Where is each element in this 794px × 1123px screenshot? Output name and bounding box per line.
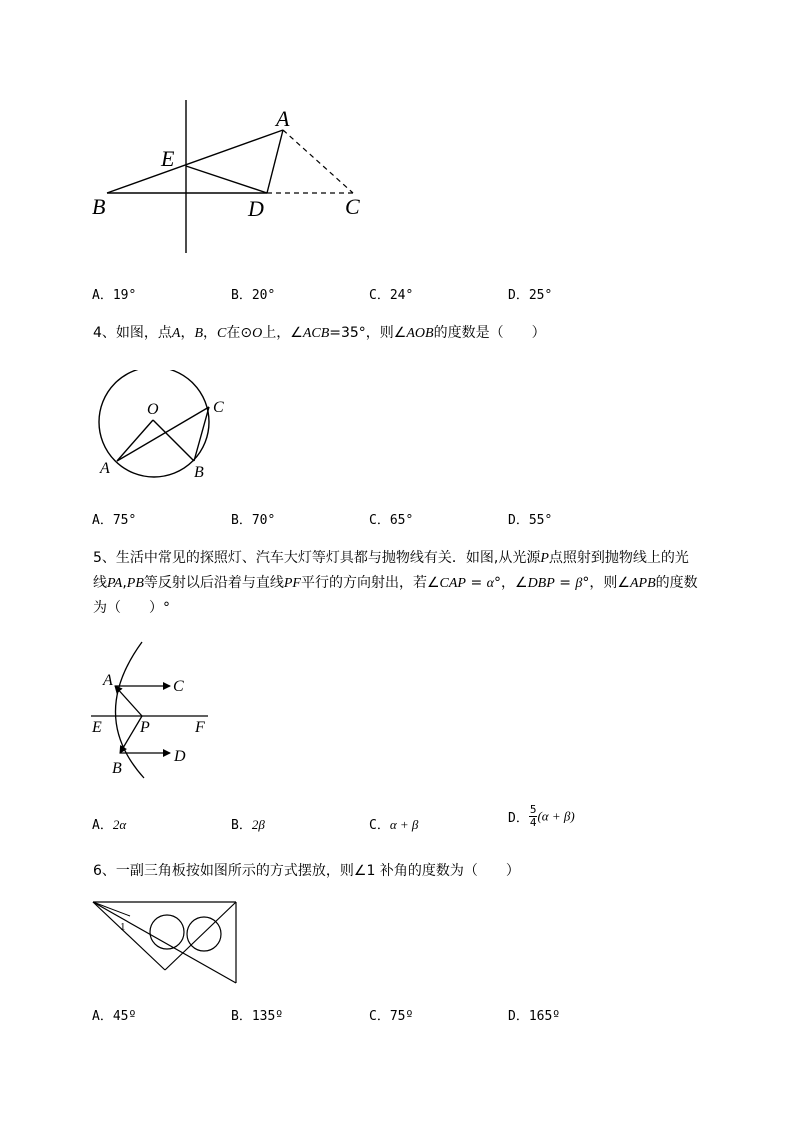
- q6-option-d[interactable]: D．165º: [508, 1009, 561, 1024]
- segment-BA: [107, 130, 283, 193]
- q3-option-c[interactable]: C．24°: [369, 288, 414, 303]
- label-E: E: [92, 719, 102, 736]
- q4-option-b[interactable]: B．70°: [231, 513, 276, 528]
- segment-OA: [117, 420, 153, 461]
- label-B: B: [194, 464, 204, 481]
- fraction-5-4: $\frac{5}{4}$: [529, 803, 537, 829]
- segment-AC: [283, 130, 353, 193]
- q6-option-a[interactable]: A．45º: [92, 1009, 137, 1024]
- segment-AC: [117, 407, 209, 461]
- q4-stem: 4、如图，点A，B，C在⊙O上，∠ACB=35°，则∠AOB的度数是（ ）: [93, 325, 546, 341]
- q5-stem: 5、生活中常见的探照灯、汽车大灯等灯具都与抛物线有关．如图,从光源P点照射到抛物线上的光 线PA,PB等反射以后沿着与直线PF平行的方向射出，若∠CAP = α°，∠DBP = β°，则∠APB的度数 为（ ）°: [93, 550, 698, 616]
- q6-figure: [90, 898, 240, 988]
- segment-OB: [153, 420, 194, 461]
- inner-line: [93, 902, 130, 916]
- set-square-edge: [165, 902, 236, 970]
- label-O: O: [147, 401, 159, 418]
- label-A: A: [276, 106, 290, 131]
- label-E: E: [161, 146, 175, 171]
- label-F: F: [195, 719, 205, 736]
- q6-option-b[interactable]: B．135º: [231, 1009, 284, 1024]
- label-C: C: [213, 399, 224, 416]
- set-square-hyp-1: [93, 902, 236, 983]
- q6-option-c[interactable]: C．75º: [369, 1009, 414, 1024]
- label-C: C: [173, 678, 184, 695]
- q3-figure: [85, 100, 385, 260]
- parabola: [115, 642, 144, 778]
- q6-stem: 6、一副三角板按如图所示的方式摆放，则∠1 补角的度数为（ ）: [93, 863, 520, 879]
- ray-PA: [115, 686, 142, 716]
- label-P: P: [140, 719, 150, 736]
- angle-label-1: 1: [120, 921, 126, 933]
- q5-option-b[interactable]: B．2β: [231, 817, 265, 833]
- segment-ED: [186, 166, 267, 193]
- label-A: A: [100, 460, 110, 477]
- q3-option-a[interactable]: A．19°: [92, 288, 137, 303]
- q5-option-c[interactable]: C．α + β: [369, 817, 419, 833]
- q5-figure: [88, 640, 218, 780]
- label-B: B: [112, 760, 122, 777]
- label-A: A: [103, 672, 113, 689]
- q4-option-d[interactable]: D．55°: [508, 513, 553, 528]
- ray-PB: [120, 716, 142, 753]
- q4-figure: [90, 370, 240, 485]
- q4-option-a[interactable]: A．75°: [92, 513, 137, 528]
- q4-option-c[interactable]: C．65°: [369, 513, 414, 528]
- circle-right: [187, 917, 221, 951]
- label-B: B: [92, 194, 106, 219]
- q5-option-d[interactable]: D． $\frac{5}{4}$ (α + β): [508, 803, 575, 829]
- circle-O: [99, 370, 209, 477]
- label-C: C: [345, 194, 360, 219]
- label-D: D: [248, 196, 264, 221]
- q5-option-a[interactable]: A．2α: [92, 817, 127, 833]
- q3-option-b[interactable]: B．20°: [231, 288, 276, 303]
- q3-option-d[interactable]: D．25°: [508, 288, 553, 303]
- label-D: D: [174, 748, 186, 765]
- segment-AD: [267, 130, 283, 193]
